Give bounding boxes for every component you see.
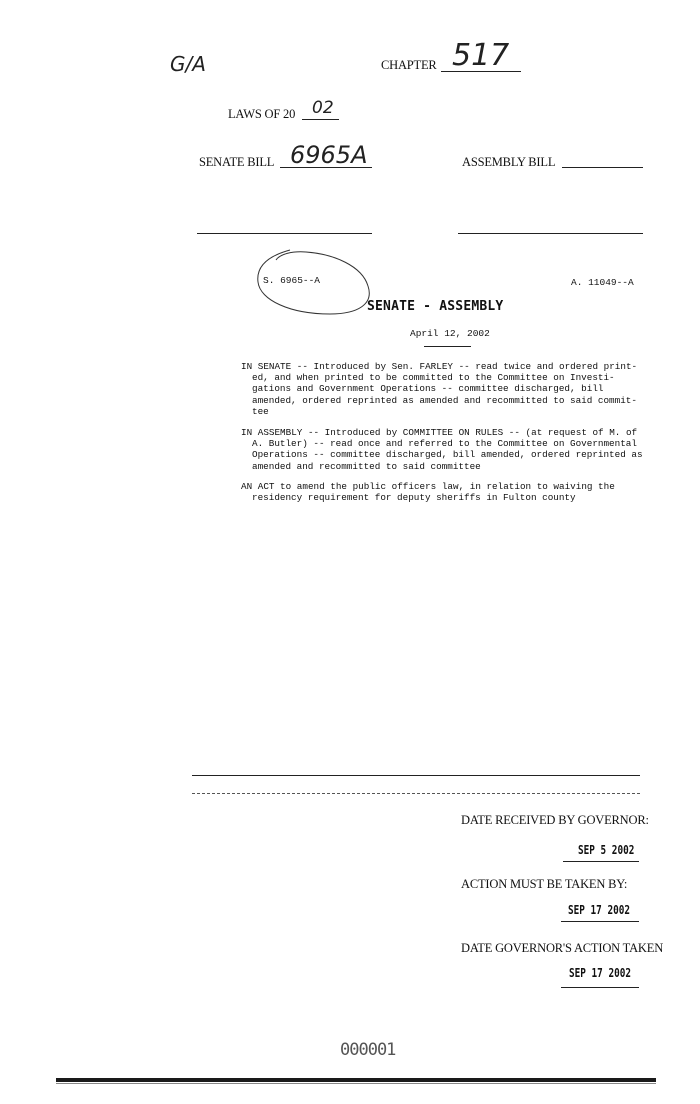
laws-underline — [302, 119, 339, 120]
senate-line: amended, ordered reprinted as amended and recommitted to said commit- — [252, 394, 637, 406]
senate-line: tee — [252, 405, 269, 417]
senate-line: gations and Government Operations -- committee discharged, bill — [252, 383, 604, 395]
laws-value: 02 — [312, 98, 334, 118]
action-label: ACTION MUST BE TAKEN BY: — [461, 877, 628, 891]
blank-line-left — [197, 233, 372, 234]
taken-underline — [561, 987, 639, 988]
received-label: DATE RECEIVED BY GOVERNOR: — [461, 813, 649, 827]
act-line: AN ACT to amend the public officers law, in relation to waiving the — [241, 481, 615, 492]
assembly-bill-underline — [562, 167, 643, 168]
blank-line-right — [458, 233, 643, 234]
chapter-label: CHAPTER — [381, 58, 437, 72]
assembly-line: A. Butler) -- read once and referred to the Committee on Governmental — [252, 438, 637, 450]
handwritten-mark: G/A — [170, 52, 206, 76]
taken-date-stamp: SEP 17 2002 — [569, 966, 631, 980]
scan-edge-shadow — [56, 1083, 656, 1084]
senate-bill-value: 6965A — [290, 141, 368, 169]
senate-paragraph — [241, 361, 637, 417]
received-underline — [563, 861, 639, 862]
taken-label: DATE GOVERNOR'S ACTION TAKEN — [461, 941, 664, 955]
received-date-stamp: SEP 5 2002 — [578, 843, 635, 857]
bill-date: April 12, 2002 — [410, 328, 490, 339]
senate-bill-label: SENATE BILL — [199, 155, 275, 169]
page-number: 000001 — [340, 1040, 396, 1060]
action-underline — [561, 921, 639, 922]
scan-edge-bar — [56, 1078, 656, 1082]
separator-line-2 — [192, 793, 640, 794]
separator-line-1 — [192, 775, 640, 776]
assembly-line: amended and recommitted to said committee — [252, 460, 481, 472]
assembly-bill-number: A. 11049--A — [571, 277, 634, 288]
senate-line: ed, and when printed to be committed to the Committee on Investi- — [252, 372, 615, 384]
act-paragraph — [241, 481, 615, 503]
assembly-line: Operations -- committee discharged, bill amended, ordered reprinted as — [252, 449, 643, 461]
assembly-paragraph — [241, 427, 643, 472]
action-date-stamp: SEP 17 2002 — [568, 903, 630, 917]
chapter-value: 517 — [452, 38, 510, 73]
chapter-underline — [441, 71, 521, 72]
assembly-line: IN ASSEMBLY -- Introduced by COMMITTEE ON RULES -- (at request of M. of — [241, 427, 638, 438]
bill-heading: SENATE - ASSEMBLY — [367, 299, 504, 314]
senate-bill-underline — [280, 167, 372, 168]
laws-label: LAWS OF 20 — [228, 107, 296, 121]
act-line: residency requirement for deputy sheriffs in Fulton county — [252, 492, 576, 504]
senate-bill-number: S. 6965--A — [263, 275, 321, 286]
senate-line: IN SENATE -- Introduced by Sen. FARLEY -- read twice and ordered print- — [241, 361, 638, 372]
date-underline — [424, 346, 471, 347]
assembly-bill-label: ASSEMBLY BILL — [462, 155, 556, 169]
